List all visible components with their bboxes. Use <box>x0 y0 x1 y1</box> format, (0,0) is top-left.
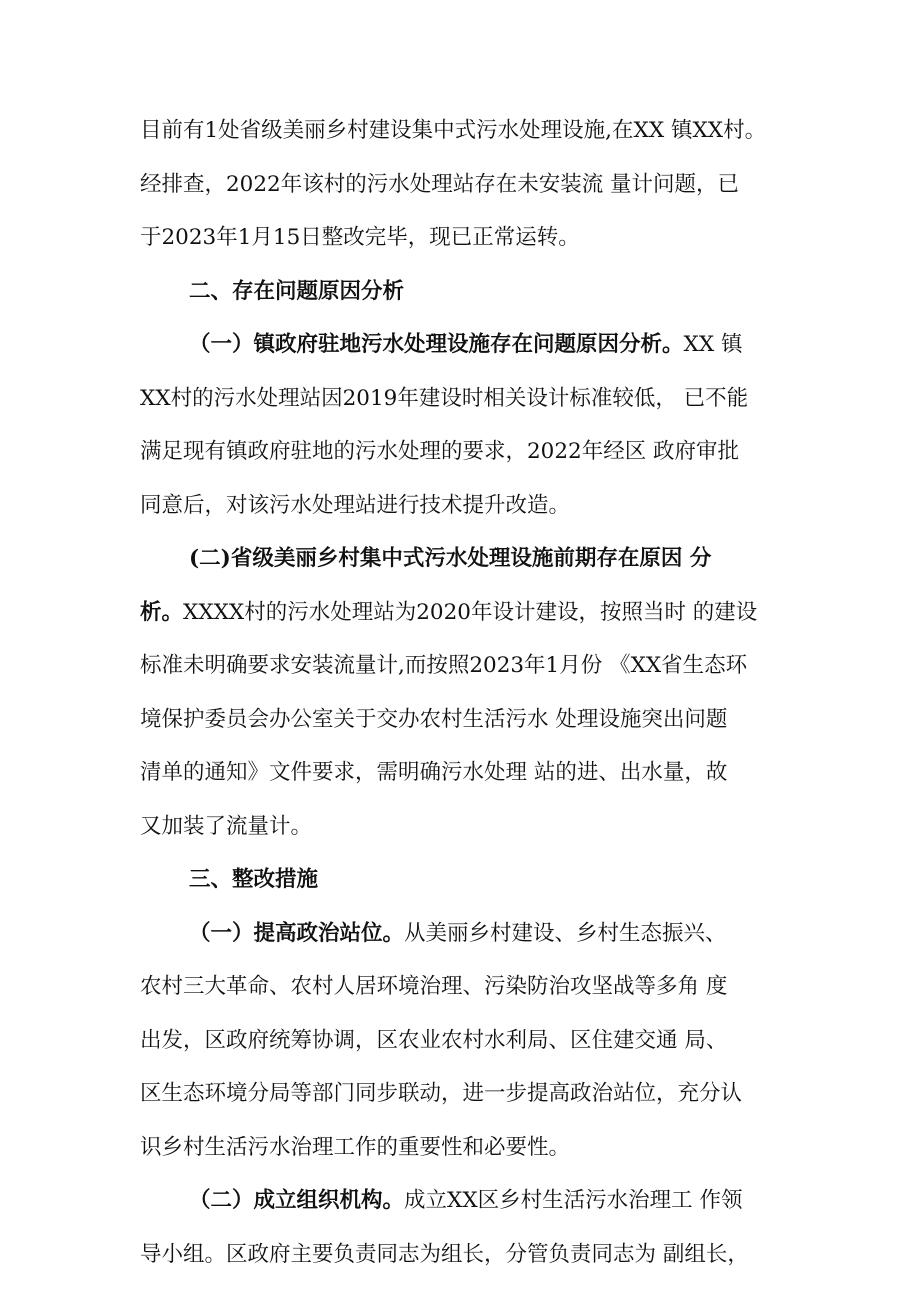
text-line <box>140 693 792 747</box>
text-line <box>140 1121 792 1175</box>
line-text: 区生态环境分局等部门同步联动，进一步提高政治站位，充分认 <box>140 1081 743 1106</box>
text-line <box>140 800 792 854</box>
text-line <box>140 425 792 479</box>
text-line <box>140 1174 792 1228</box>
document-body <box>140 104 792 1281</box>
text-line <box>140 1014 792 1068</box>
text-line <box>140 907 792 961</box>
line-text: 满足现有镇政府驻地的污水处理的要求，2022年经区 政府审批 <box>140 439 740 464</box>
bold-heading: （二）成立组织机构。 <box>189 1188 405 1213</box>
text-line <box>140 532 792 586</box>
text-line <box>140 586 792 640</box>
line-text: 标准未明确要求安装流量计,而按照2023年1月份 《XX省生态环 <box>140 653 748 678</box>
line-text: 又加装了流量计。 <box>140 813 313 839</box>
text-line <box>140 372 792 426</box>
line-text: 成立XX区乡村生活污水治理工 作领 <box>404 1188 743 1213</box>
text-line <box>140 960 792 1014</box>
text-line <box>140 1067 792 1121</box>
text-line <box>140 104 792 158</box>
text-line <box>140 853 792 907</box>
line-text: 境保护委员会办公室关于交办农村生活污水 处理设施突出问题 <box>140 706 728 732</box>
line-text: 目前有1处省级美丽乡村建设集中式污水处理设施,在XX 镇XX村。 <box>140 118 767 143</box>
text-line <box>140 211 792 265</box>
line-text: XXXX村的污水处理站为2020年设计建设，按照当时 的建设 <box>183 599 758 625</box>
line-text: 于2023年1月15日整改完毕，现已正常运转。 <box>140 225 580 250</box>
line-text: 导小组。区政府主要负责同志为组长，分管负责同志为 副组长， <box>140 1241 749 1267</box>
line-text: 清单的通知》文件要求，需明确污水处理 站的进、出水量，故 <box>140 760 728 785</box>
line-text: 从美丽乡村建设、乡村生态振兴、 <box>404 920 727 946</box>
line-text: 经排查，2022年该村的污水处理站存在未安装流 量计问题，已 <box>140 171 740 197</box>
line-text: XX 镇 <box>683 332 743 357</box>
line-text: 出发，区政府统筹协调，区农业农村水利局、区住建交通 局、 <box>140 1027 728 1053</box>
line-text: 农村三大革命、农村人居环境治理、污染防治攻坚战等多角 度 <box>140 974 728 999</box>
text-line <box>140 479 792 533</box>
text-line <box>140 318 792 372</box>
text-line <box>140 639 792 693</box>
text-line <box>140 158 792 212</box>
bold-heading: 二、存在问题原因分析 <box>189 278 405 304</box>
bold-heading: (二)省级美丽乡村集中式污水处理设施前期存在原因 分 <box>189 546 712 571</box>
bold-heading: （一）提高政治站位。 <box>189 920 405 946</box>
bold-heading: （一）镇政府驻地污水处理设施存在问题原因分析。 <box>189 332 684 357</box>
text-line <box>140 746 792 800</box>
bold-heading: 析。 <box>140 599 184 625</box>
line-text: XX村的污水处理站因2019年建设时相关设计标准较低， 已不能 <box>140 385 749 411</box>
text-line <box>140 265 792 319</box>
bold-heading: 三、整改措施 <box>189 867 319 892</box>
text-line <box>140 1228 792 1282</box>
line-text: 同意后，对该污水处理站进行技术提升改造。 <box>140 492 571 518</box>
line-text: 识乡村生活污水治理工作的重要性和必要性。 <box>140 1134 571 1160</box>
